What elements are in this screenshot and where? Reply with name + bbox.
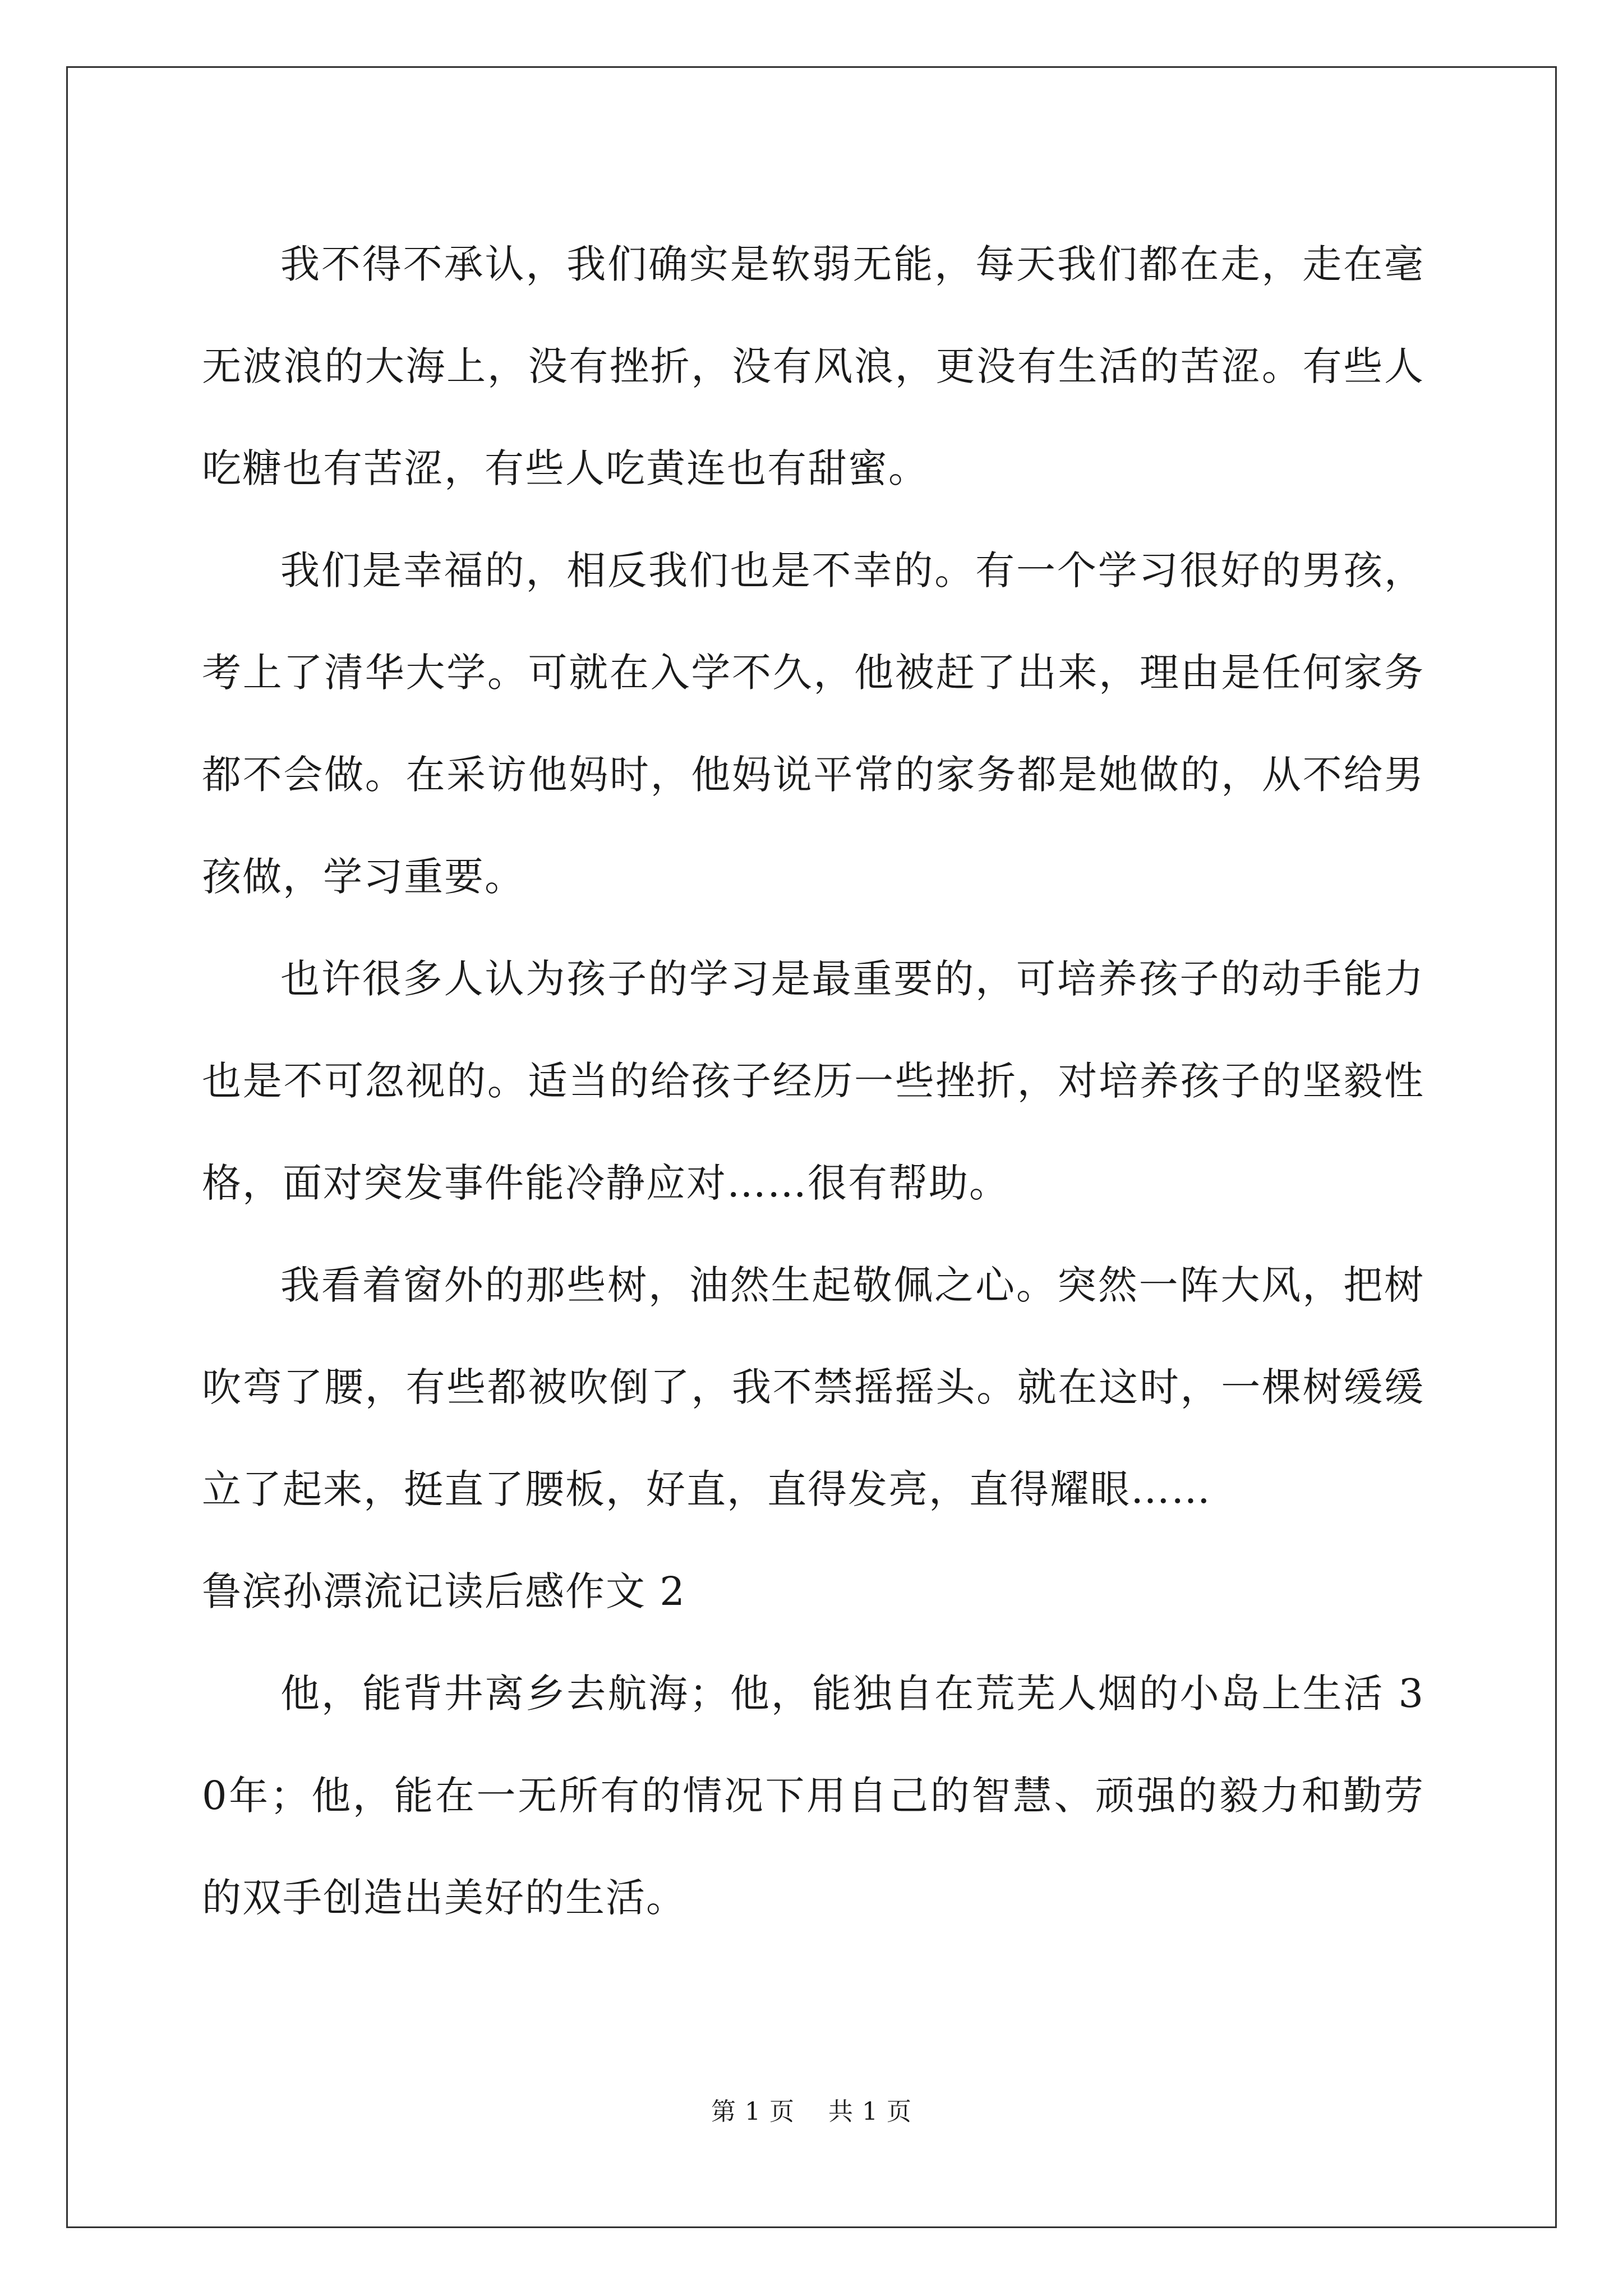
document-body [202, 213, 1424, 1949]
page-total: 共 1 页 [828, 2097, 912, 2126]
paragraph-5: 他，能背井离乡去航海；他，能独自在荒芜人烟的小岛上生活 30年；他，能在一无所有的情况下用自己的智慧、顽强的毅力和勤劳的双手创造出美好的生活。 [202, 1671, 1424, 1921]
section-heading: 鲁滨孙漂流记读后感作文 2 [202, 1568, 686, 1614]
paragraph-2: 我们是幸福的，相反我们也是不幸的。有一个学习很好的男孩，考上了清华大学。可就在入学不久，他被赶了出来，理由是任何家务都不会做。在采访他妈时，他妈说平常的家务都是她做的，从不给男孩做，学习重要。 [202, 547, 1424, 900]
paragraph-3: 也许很多人认为孩子的学习是最重要的，可培养孩子的动手能力也是不可忽视的。适当的给孩子经历一些挫折，对培养孩子的坚毅性格，面对突发事件能冷静应对……很有帮助。 [202, 956, 1424, 1206]
page-footer [0, 2095, 1623, 2129]
page-number: 第 1 页 [711, 2097, 795, 2126]
paragraph-1: 我不得不承认，我们确实是软弱无能，每天我们都在走，走在毫无波浪的大海上，没有挫折，没有风浪，更没有生活的苦涩。有些人吃糖也有苦涩，有些人吃黄连也有甜蜜。 [202, 241, 1424, 491]
paragraph-4: 我看着窗外的那些树，油然生起敬佩之心。突然一阵大风，把树吹弯了腰，有些都被吹倒了，我不禁摇摇头。就在这时，一棵树缓缓立了起来，挺直了腰板，好直，直得发亮，直得耀眼…… [202, 1262, 1424, 1512]
